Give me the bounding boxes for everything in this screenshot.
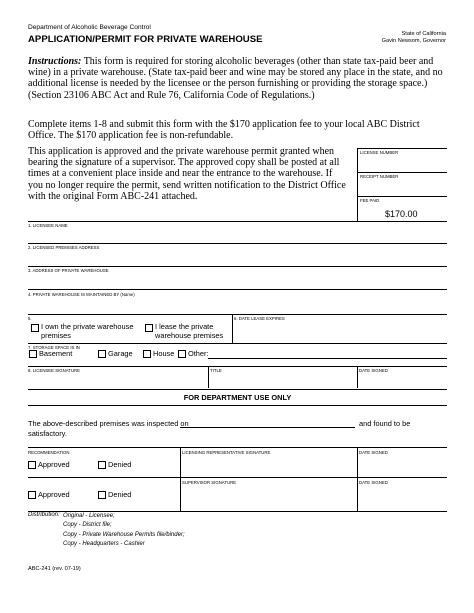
office-box-divider-2 (357, 196, 447, 197)
dept-rule-top (28, 389, 447, 390)
row-rule-7 (28, 343, 447, 344)
other-checkbox[interactable] (178, 350, 186, 358)
inspected-date-line (180, 427, 355, 428)
receipt-number-label: RECEIPT NUMBER (360, 174, 399, 179)
form-title: APPLICATION/PERMIT FOR PRIVATE WAREHOUSE (28, 34, 263, 45)
maintained-by-field[interactable] (28, 297, 447, 311)
fee-paid-label: FEE PAID (360, 198, 380, 203)
rec2-approved-label: Approved (38, 490, 70, 499)
other-label: Other: (188, 349, 209, 358)
rec1-approved-checkbox[interactable] (28, 461, 36, 469)
basement-checkbox[interactable] (29, 350, 37, 358)
distribution-line: Copy - Private Warehouse Permits file/binder; (63, 531, 185, 538)
warehouse-address-field[interactable] (28, 273, 447, 287)
rep-signature-field[interactable] (182, 456, 355, 476)
distribution-list (63, 512, 185, 549)
distribution-label: Distribution: (28, 512, 60, 518)
licensee-name-field[interactable] (28, 228, 447, 242)
premises-address-label: 2. LICENSED PREMISES ADDRESS (28, 245, 100, 250)
rec1-rule (28, 447, 447, 448)
basement-label: Basement (39, 349, 73, 358)
licensee-signature-field[interactable] (28, 373, 206, 387)
house-checkbox[interactable] (143, 350, 151, 358)
rec1-date-field[interactable] (359, 456, 446, 476)
satisfactory-text: satisfactory. (28, 429, 67, 438)
office-box-divider-1 (357, 172, 447, 173)
rec2-rule (28, 477, 447, 478)
department-use-heading: FOR DEPARTMENT USE ONLY (183, 393, 292, 402)
instructions-paragraph (28, 56, 443, 101)
rec2-denied-label: Denied (108, 490, 132, 499)
row8-divider-1 (208, 366, 209, 388)
dept-rule-bottom (28, 405, 447, 406)
rec2-denied-checkbox[interactable] (98, 491, 106, 499)
row5-divider (232, 314, 233, 344)
own-premises-label: I own the private warehouse (41, 322, 134, 331)
rec1-denied-label: Denied (108, 460, 132, 469)
inspected-date-field[interactable] (180, 417, 355, 427)
license-number-label: LICENSE NUMBER (360, 150, 399, 155)
storage-space-label: 7. STORAGE SPACE IS IN (28, 345, 80, 350)
form-top-rule (28, 221, 447, 222)
row-rule-2 (28, 243, 447, 244)
office-box-top (357, 148, 447, 149)
own-premises-label-2: premises (41, 331, 71, 340)
lease-expires-field[interactable] (234, 322, 446, 342)
house-label: House (153, 349, 175, 358)
rec1-date-signed-label: DATE SIGNED (359, 450, 388, 455)
fee-amount: $170.00 (385, 209, 418, 219)
lease-expires-label: 6. DATE LEASE EXPIRES (234, 316, 285, 321)
title-label: TITLE (210, 368, 222, 373)
row-rule-3 (28, 266, 447, 267)
rep-signature-label: LICENSING REPRESENTATIVE SIGNATURE (182, 450, 271, 455)
form-id: ABC-241 (rev. 07-19) (28, 566, 81, 572)
warehouse-address-label: 3. ADDRESS OF PRIVATE WAREHOUSE (28, 268, 109, 273)
distribution-line: Copy - Headquarters - Cashier (63, 540, 145, 547)
distribution-line: Original - Licensee; (63, 513, 115, 519)
instructions-text-2: Complete items 1-8 and submit this form with the $170 application fee to your local ABC District Office. The $170 application fee is non-refundable. (28, 119, 420, 142)
state-label: State of California (401, 31, 446, 37)
supervisor-signature-field[interactable] (182, 486, 355, 510)
supervisor-signature-label: SUPERVISOR SIGNATURE (182, 480, 237, 485)
office-box-border (357, 148, 358, 221)
rec1-divider-1 (180, 447, 181, 477)
licensee-signature-label: 8. LICENSEE SIGNATURE (28, 368, 80, 373)
governor-label: Gavin Newsom, Governor (381, 38, 446, 44)
date-signed-field[interactable] (359, 373, 446, 387)
rec2-divider-2 (357, 477, 358, 511)
row-rule-4 (28, 289, 447, 290)
row8-divider-2 (357, 366, 358, 388)
own-premises-checkbox[interactable] (31, 324, 39, 332)
rec1-approved-label: Approved (38, 460, 70, 469)
inspected-text: The above-described premises was inspected on (28, 419, 189, 428)
rec2-date-field[interactable] (359, 486, 446, 510)
lease-premises-label: I lease the private (155, 322, 214, 331)
instructions-text-3: This application is approved and the private warehouse permit granted when bearing the signature of a supervisor. The approved copy shall be posted at all times at a convenient place inside and near the entrance to the warehouse. If you no longer require the permit, send written notification to the District Office with the original Form ABC-241 attached. (28, 146, 346, 202)
licensee-name-label: 1. LICENSEE NAME (28, 223, 68, 228)
found-to-be-text: and found to be (359, 419, 411, 428)
recommendation-label: RECOMMENDATION (28, 450, 70, 455)
title-field[interactable] (210, 373, 355, 387)
distribution-line: Copy - District file; (63, 522, 112, 529)
agency-name: Department of Alcoholic Beverage Control (28, 24, 151, 31)
date-signed-label: DATE SIGNED (359, 368, 388, 373)
rec2-approved-checkbox[interactable] (28, 491, 36, 499)
item-5-label: 5. (28, 316, 32, 321)
rec1-divider-2 (357, 447, 358, 477)
instructions-text-1: This form is required for storing alcoholic beverages (other than state tax-paid beer and wine) in a private warehouse. (State tax-paid beer and wine may be stored any place in the state, and no additional license is needed by the licensee or the person furnishing or providing the storage space.) (Section 23106 ABC Act and Rule 76, California Code of Regulations.) (28, 56, 443, 101)
garage-checkbox[interactable] (98, 350, 106, 358)
garage-label: Garage (108, 349, 133, 358)
row-rule-5 (28, 314, 447, 315)
maintained-by-text: 4. PRIVATE WAREHOUSE IS MAINTAINED BY (Name) (28, 292, 135, 297)
rec2-date-signed-label: DATE SIGNED (359, 480, 388, 485)
row-rule-8 (28, 366, 447, 367)
lease-premises-checkbox[interactable] (145, 324, 153, 332)
other-input-field[interactable] (208, 348, 447, 358)
premises-address-field[interactable] (28, 250, 447, 264)
rec2-divider-1 (180, 477, 181, 511)
rec1-denied-checkbox[interactable] (98, 461, 106, 469)
lease-premises-label-2: warehouse premises (155, 331, 224, 340)
instructions-label: Instructions: (28, 56, 82, 67)
other-input-line (208, 358, 447, 359)
